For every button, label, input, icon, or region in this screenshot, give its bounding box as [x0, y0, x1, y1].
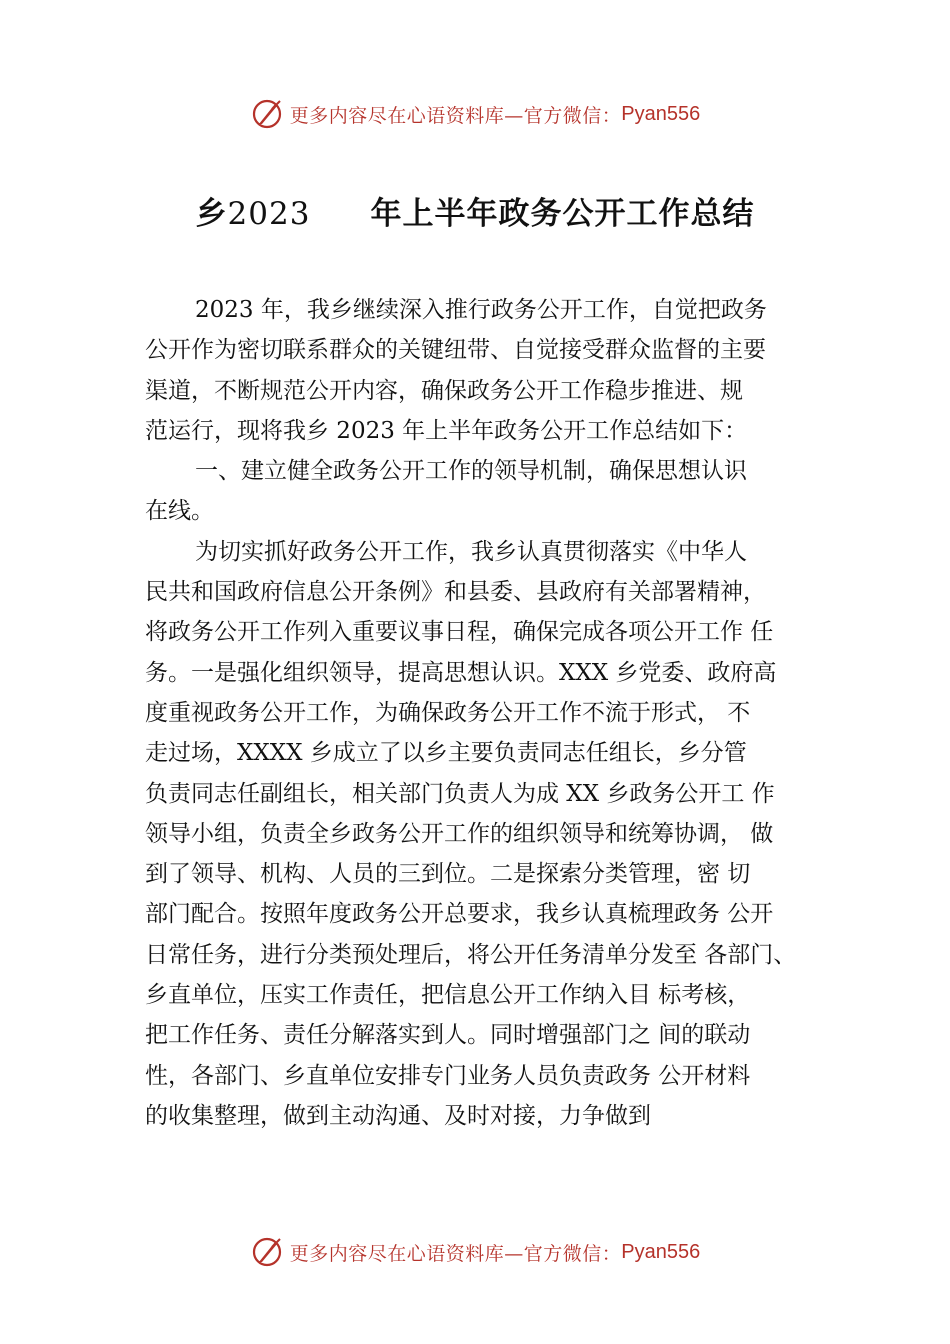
- paragraph-line: 领导小组，负责全乡政务公开工作的组织领导和统筹协调， 做: [145, 820, 774, 847]
- paragraph-line: 乡直单位，压实工作责任，把信息公开工作纳入目 标考核，: [145, 982, 751, 1009]
- paragraph-line: 的收集整理，做到主动沟通、及时对接，力争做到: [145, 1102, 651, 1129]
- paragraph-line: 在线。: [145, 498, 214, 525]
- paragraph-line: 到了领导、机构、人员的三到位。二是探索分类管理，密 切: [145, 861, 751, 888]
- paragraph-line: 民共和国政府信息公开条例》和县委、县政府有关部署精神，: [145, 579, 766, 606]
- document-body: [145, 290, 845, 1136]
- paragraph-line: 走过场，XXXX 乡成立了以乡主要负责同志任组长，乡分管: [145, 740, 747, 767]
- banner-handle: Pyan556: [621, 102, 701, 125]
- paragraph-line: 公开作为密切联系群众的关键纽带、自觉接受群众监督的主要: [145, 337, 766, 364]
- paragraph-line: 度重视政务公开工作，为确保政务公开工作不流于形式， 不: [145, 699, 751, 726]
- title-year: 2023: [227, 196, 311, 232]
- document-title: [0, 188, 950, 233]
- paragraph-line: 把工作任务、责任分解落实到人。同时增强部门之 间的联动: [145, 1022, 751, 1049]
- banner-handle: Pyan556: [621, 1240, 701, 1263]
- quill-pen-logo-icon: [250, 1235, 284, 1269]
- paragraph-line: 范运行，现将我乡 2023 年上半年政务公开工作总结如下：: [145, 417, 748, 444]
- paragraph-line: 部门配合。按照年度政务公开总要求，我乡认真梳理政务 公开: [145, 901, 774, 928]
- banner-text: 更多内容尽在心语资料库—官方微信：: [289, 1242, 622, 1265]
- paragraph-line: 渠道，不断规范公开内容，确保政务公开工作稳步推进、规: [145, 377, 743, 404]
- paragraph-line: 务。一是强化组织领导，提高思想认识。XXX 乡党委、政府高: [145, 659, 777, 686]
- paragraph-line: 为切实抓好政务公开工作，我乡认真贯彻落实《中华人: [195, 538, 747, 565]
- paragraph-line: 性，各部门、乡直单位安排专门业务人员负责政务 公开材料: [145, 1062, 751, 1089]
- header-watermark-banner: [0, 94, 950, 134]
- title-main: 年上半年政务公开工作总结: [370, 196, 755, 232]
- paragraph-line: 将政务公开工作列入重要议事日程，确保完成各项公开工作 任: [145, 619, 774, 646]
- footer-watermark-banner: [0, 1232, 950, 1272]
- quill-pen-logo-icon: [250, 97, 284, 131]
- paragraph-line: 一、建立健全政务公开工作的领导机制，确保思想认识: [195, 458, 747, 485]
- paragraph-line: 2023 年，我乡继续深入推行政务公开工作，自觉把政务: [195, 297, 767, 323]
- paragraph-line: 日常任务，进行分类预处理后，将公开任务清单分发至 各部门、: [145, 941, 797, 968]
- banner-text: 更多内容尽在心语资料库—官方微信：: [289, 104, 622, 127]
- paragraph-line: 负责同志任副组长，相关部门负责人为成 XX 乡政务公开工 作: [145, 780, 775, 807]
- title-prefix: 乡: [195, 196, 228, 232]
